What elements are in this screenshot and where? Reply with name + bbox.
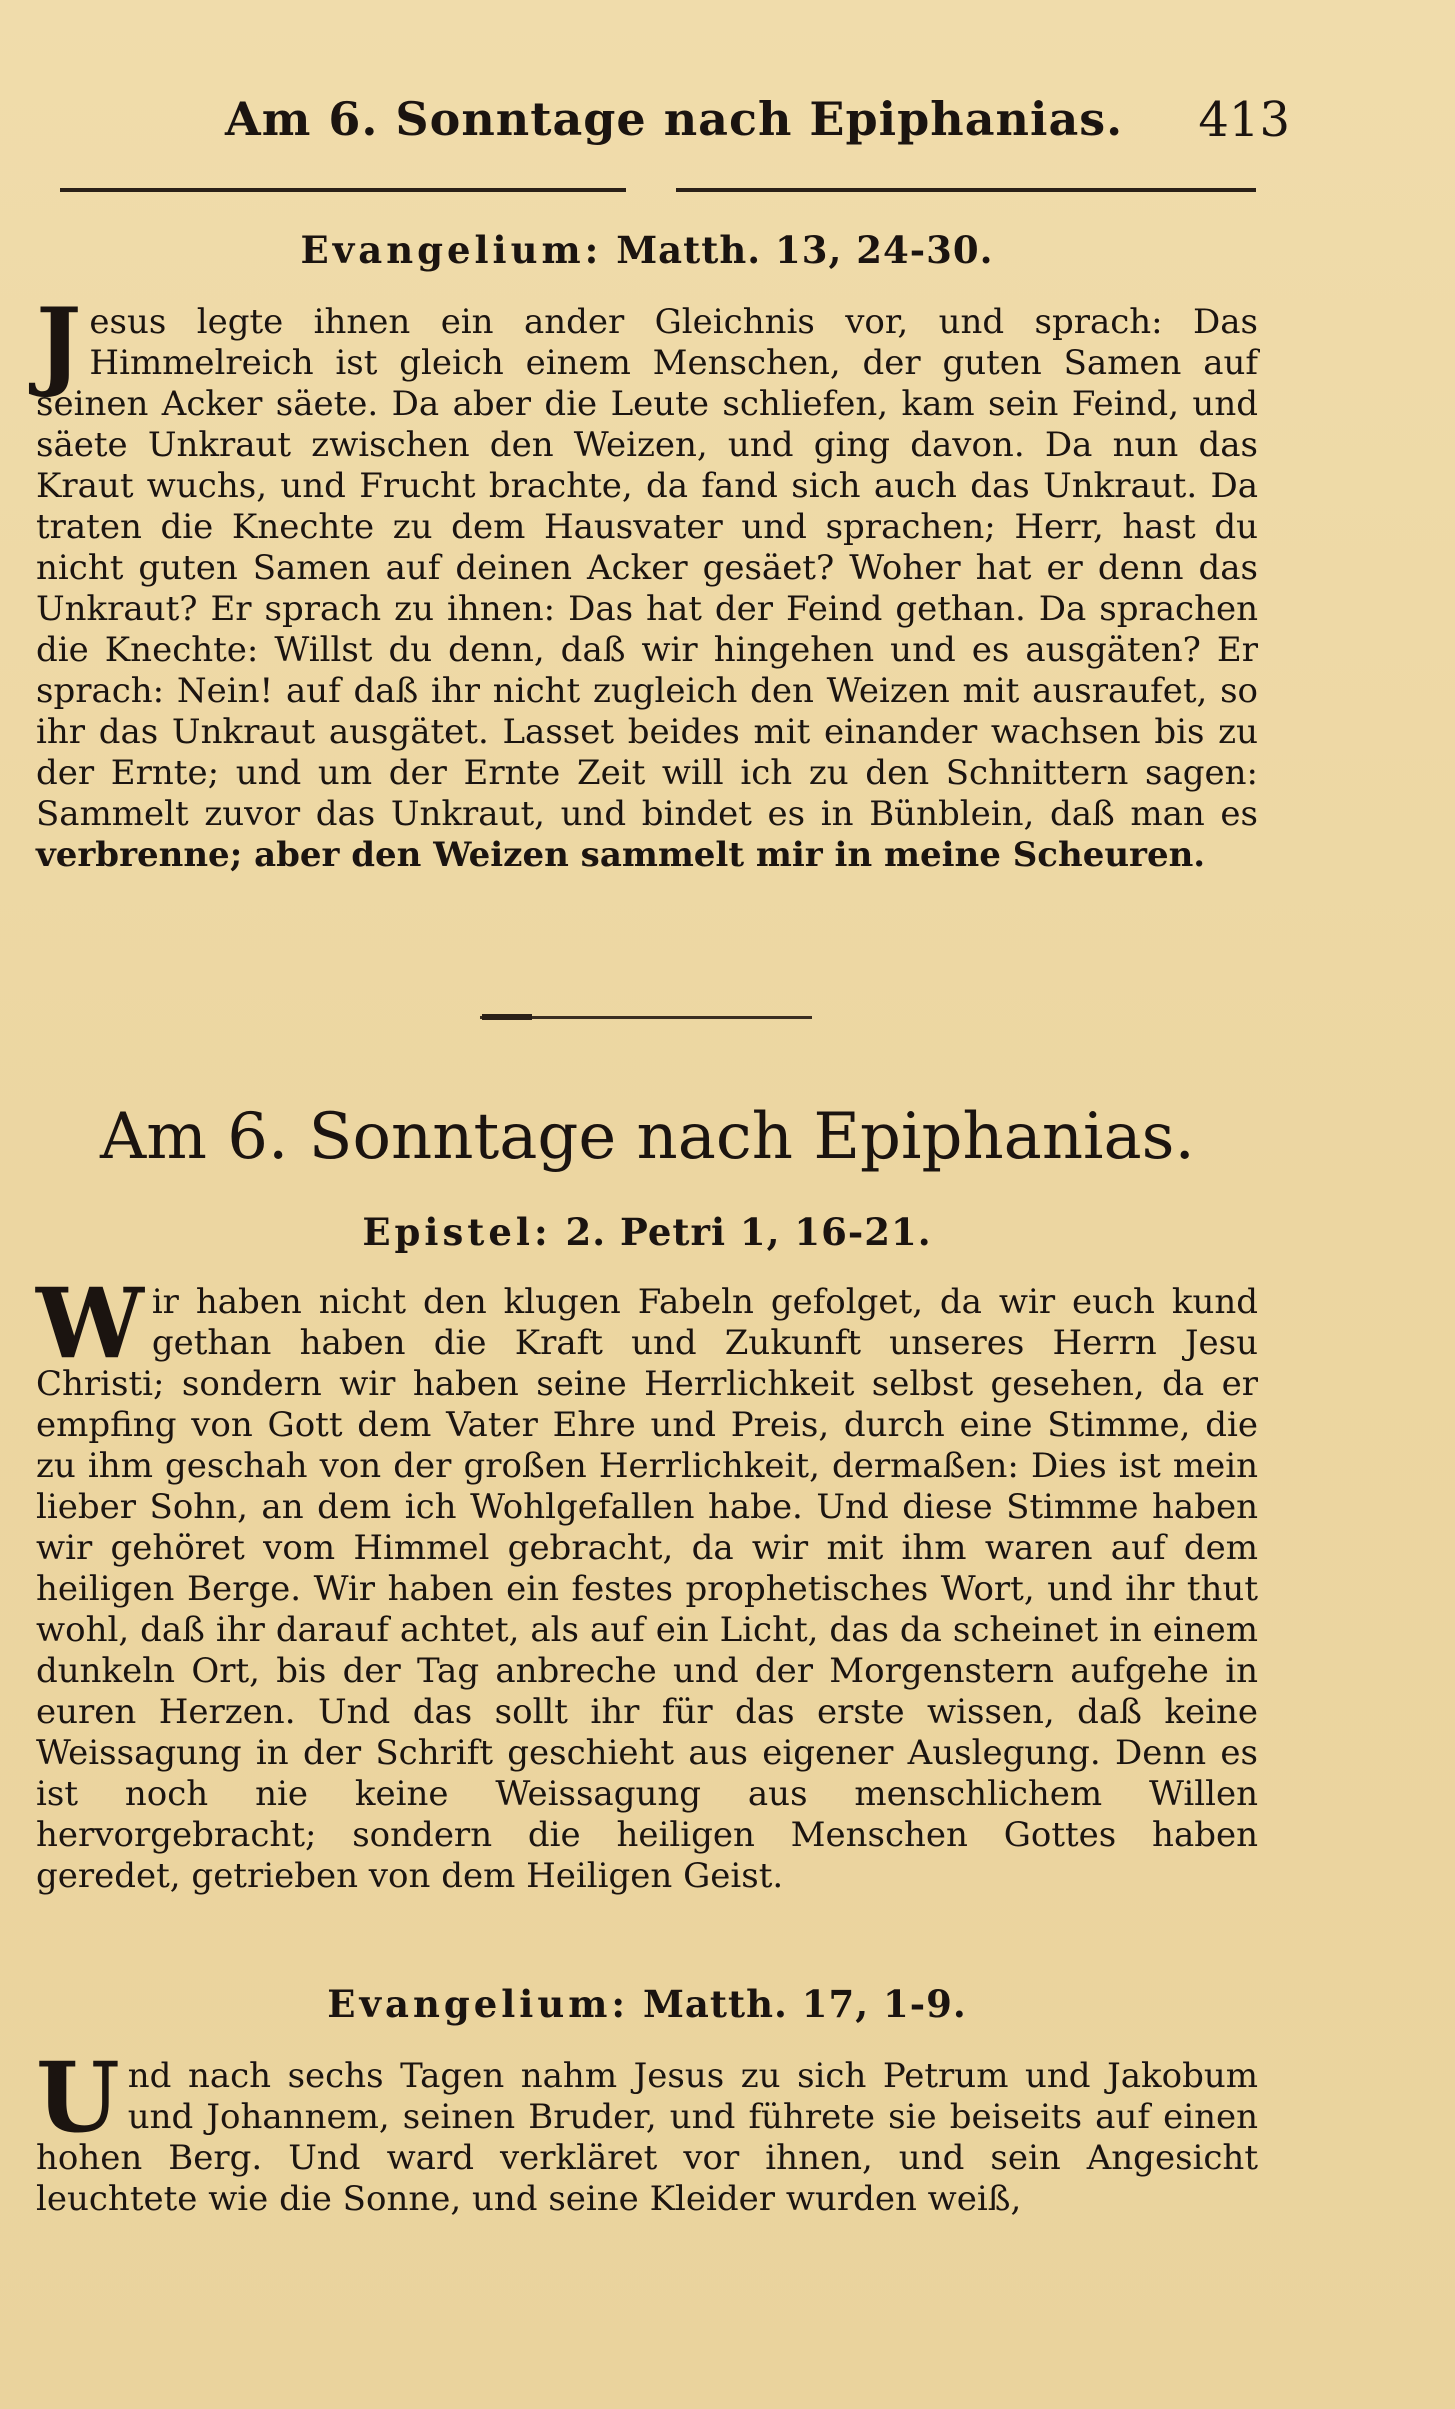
header-rule-left — [60, 188, 626, 192]
gospel-1-reference: Matth. 13, 24-30. — [616, 228, 994, 272]
gospel-2-body: nd nach sechs Tagen nahm Jesus zu sich Petrum und Jakobum und Johannem, seinen Bruder, und führete sie beiseits auf einen hohen Berg. Und ward verkläret vor ihnen, und sein Angesicht leuchtete wie die Sonne, und seine Kleider wurden weiß, — [36, 2056, 1258, 2219]
page-number: 413 — [1198, 92, 1290, 148]
running-title: Am 6. Sonntage nach Epiphanias. — [225, 92, 1124, 146]
gospel-2-dropcap: U — [36, 2041, 120, 2154]
gospel-section-2 — [36, 1982, 1258, 2220]
epistle-section — [36, 1210, 1258, 1897]
gospel-section-1 — [36, 228, 1258, 876]
epistle-reference: 2. Petri 1, 16-21. — [565, 1210, 932, 1254]
header-rule-right — [676, 188, 1256, 192]
epistle-heading — [36, 1210, 1258, 1254]
gospel-1-body: esus legte ihnen ein ander Gleichnis vor, und sprach: Das Himmelreich ist gleich einem Menschen, der guten Samen auf seinen Acker säete. Da aber die Leute schliefen, kam sein Feind, und säete Unkraut zwischen den Weizen, und ging davon. Da nun das Kraut wuchs, und Frucht brachte, da fand sich auch das Unkraut. Da traten die Knechte zu dem Hausvater und sprachen; Herr, hast du nicht guten Samen auf deinen Acker gesäet? Woher hat er denn das Unkraut? Er sprach zu ihnen: Das hat der Feind gethan. Da sprachen die Knechte: Willst du denn, daß wir hingehen und es ausgäten? Er sprach: Nein! auf daß ihr nicht zugleich den Weizen mit ausraufet, so ihr das Unkraut ausgätet. Lasset beides mit einander wachsen bis zu der Ernte; und um der Ernte Zeit will ich zu den Schnittern sagen: Sammelt zuvor das Unkraut, und bindet es in Bünblein, daß man es — [36, 302, 1258, 834]
gospel-1-heading — [36, 228, 1258, 272]
gospel-2-text — [36, 2041, 1258, 2220]
section-heading: Am 6. Sonntage nach Epiphanias. — [100, 1100, 1195, 1174]
gospel-1-label: Evangelium: — [300, 228, 603, 272]
gospel-1-dropcap: J — [36, 287, 82, 400]
section-divider-accent — [482, 1014, 532, 1020]
gospel-2-heading — [36, 1982, 1258, 2026]
running-head — [60, 92, 1290, 162]
epistle-text — [36, 1267, 1258, 1897]
gospel-2-reference: Matth. 17, 1-9. — [642, 1982, 967, 2026]
gospel-1-text — [36, 287, 1258, 876]
gospel-1-body-bold: verbrenne; aber den Weizen sammelt mir in meine Scheuren. — [36, 835, 1206, 875]
gospel-2-label: Evangelium: — [327, 1982, 630, 2026]
epistle-dropcap: W — [36, 1267, 144, 1380]
epistle-label: Epistel: — [362, 1210, 552, 1254]
epistle-body: ir haben nicht den klugen Fabeln gefolget, da wir euch kund gethan haben die Kraft und Zukunft unseres Herrn Jesu Christi; sondern wir haben seine Herrlichkeit selbst gesehen, da er empfing von Gott dem Vater Ehre und Preis, durch eine Stimme, die zu ihm geschah von der großen Herrlichkeit, dermaßen: Dies ist mein lieber Sohn, an dem ich Wohlgefallen habe. Und diese Stimme haben wir gehöret vom Himmel gebracht, da wir mit ihm waren auf dem heiligen Berge. Wir haben ein festes prophetisches Wort, und ihr thut wohl, daß ihr darauf achtet, als auf ein Licht, das da scheinet in einem dunkeln Ort, bis der Tag anbreche und der Morgenstern aufgehe in euren Herzen. Und das sollt ihr für das erste wissen, daß keine Weissagung in der Schrift geschieht aus eigener Auslegung. Denn es ist noch nie keine Weissagung aus menschlichem Willen hervorgebracht; sondern die heiligen Menschen Gottes haben geredet, getrieben von dem Heiligen Geist. — [36, 1282, 1258, 1896]
